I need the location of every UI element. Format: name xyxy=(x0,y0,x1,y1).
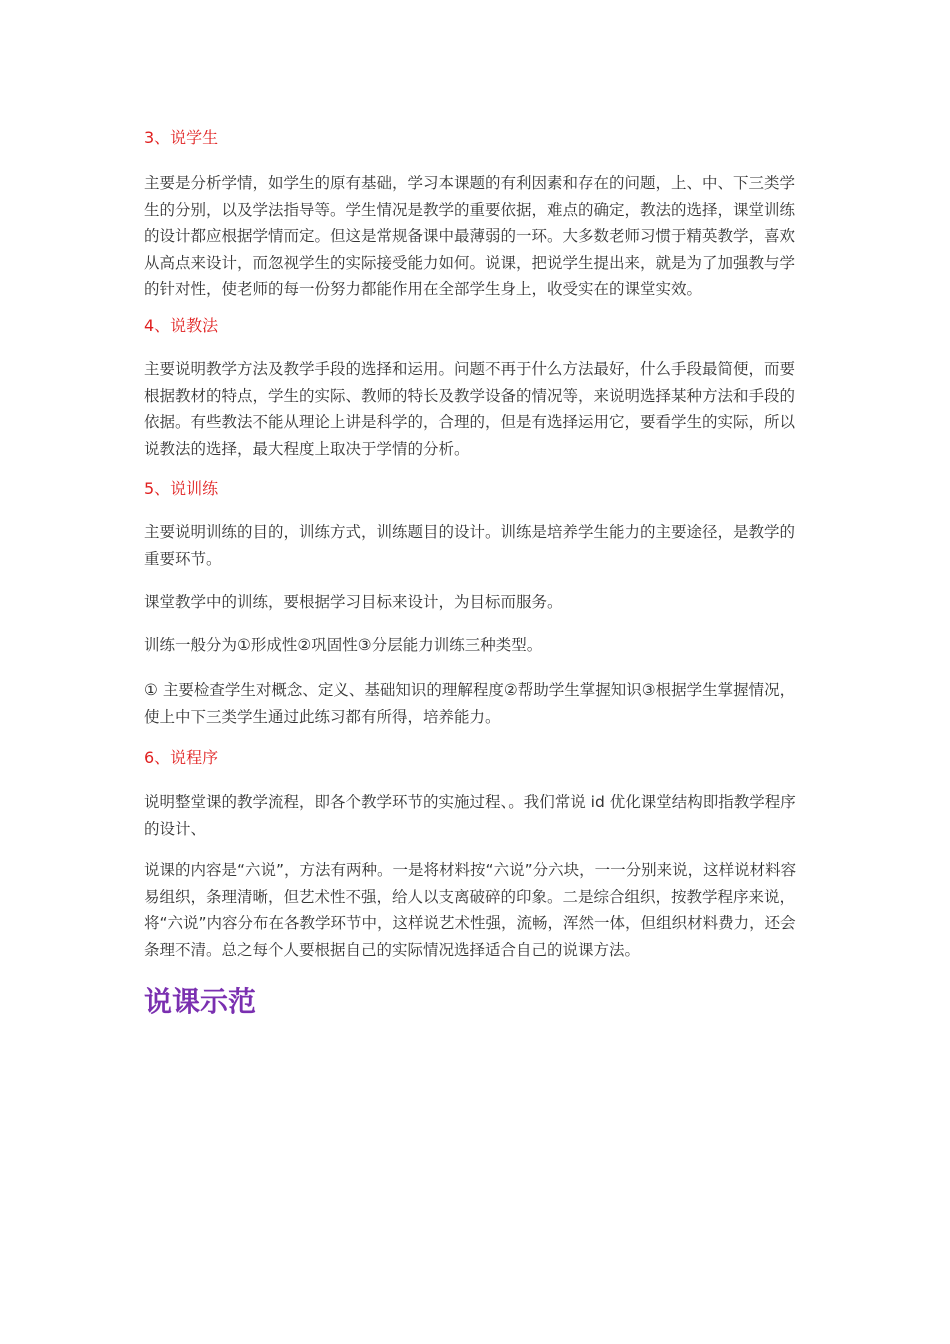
section-heading-methods: 4、说教法 xyxy=(144,316,219,335)
paragraph-procedure-1: 说明整堂课的教学流程，即各个教学环节的实施过程、。我们常说 id 优化课堂结构即指教学程序的设计、 xyxy=(144,793,796,838)
paragraph-procedure-2: 说课的内容是“六说”，方法有两种。一是将材料按“六说”分六块，一一分别来说，这样说材料容易组织，条理清晰，但艺术性不强，给人以支离破碎的印象。二是综合组织，按教学程序来说，将“六说”内容分布在各教学环节中，这样说艺术性强，流畅，浑然一体，但组织材料费力，还会条理不清。总之每个人要根据自己的实际情况选择适合自己的说课方法。 xyxy=(144,861,797,959)
section-heading-training: 5、说训练 xyxy=(144,479,219,498)
section-heading-procedure: 6、说程序 xyxy=(144,748,219,767)
section-heading-students: 3、说学生 xyxy=(144,128,219,147)
footer-title: 说课示范 xyxy=(144,985,257,1018)
paragraph-training-4: ① 主要检查学生对概念、定义、基础知识的理解程度②帮助学生掌握知识③根据学生掌握情况，使上中下三类学生通过此练习都有所得，培养能力。 xyxy=(144,681,796,726)
paragraph-students: 主要是分析学情，如学生的原有基础，学习本课题的有利因素和存在的问题，上、中、下三类学生的分别，以及学法指导等。学生情况是教学的重要依据，难点的确定，教法的选择，课堂训练的设计都应根据学情而定。但这是常规备课中最薄弱的一环。大多数老师习惯于精英教学，喜欢从高点来设计，而忽视学生的实际接受能力如何。说课，把说学生提出来，就是为了加强教与学的针对性，使老师的每一份努力都能作用在全部学生身上，收受实在的课堂实效。 xyxy=(144,174,796,298)
paragraph-methods: 主要说明教学方法及教学手段的选择和运用。问题不再于什么方法最好，什么手段最简便，而要根据教材的特点，学生的实际、教师的特长及教学设备的情况等，来说明选择某种方法和手段的依据。有些教法不能从理论上讲是科学的，合理的，但是有选择运用它，要看学生的实际，所以说教法的选择，最大程度上取决于学情的分析。 xyxy=(144,360,796,458)
paragraph-training-2: 课堂教学中的训练，要根据学习目标来设计，为目标而服务。 xyxy=(144,593,563,611)
paragraph-training-3: 训练一般分为①形成性②巩固性③分层能力训练三种类型。 xyxy=(144,636,543,654)
paragraph-training-1: 主要说明训练的目的，训练方式，训练题目的设计。训练是培养学生能力的主要途径，是教学的重要环节。 xyxy=(144,523,796,568)
